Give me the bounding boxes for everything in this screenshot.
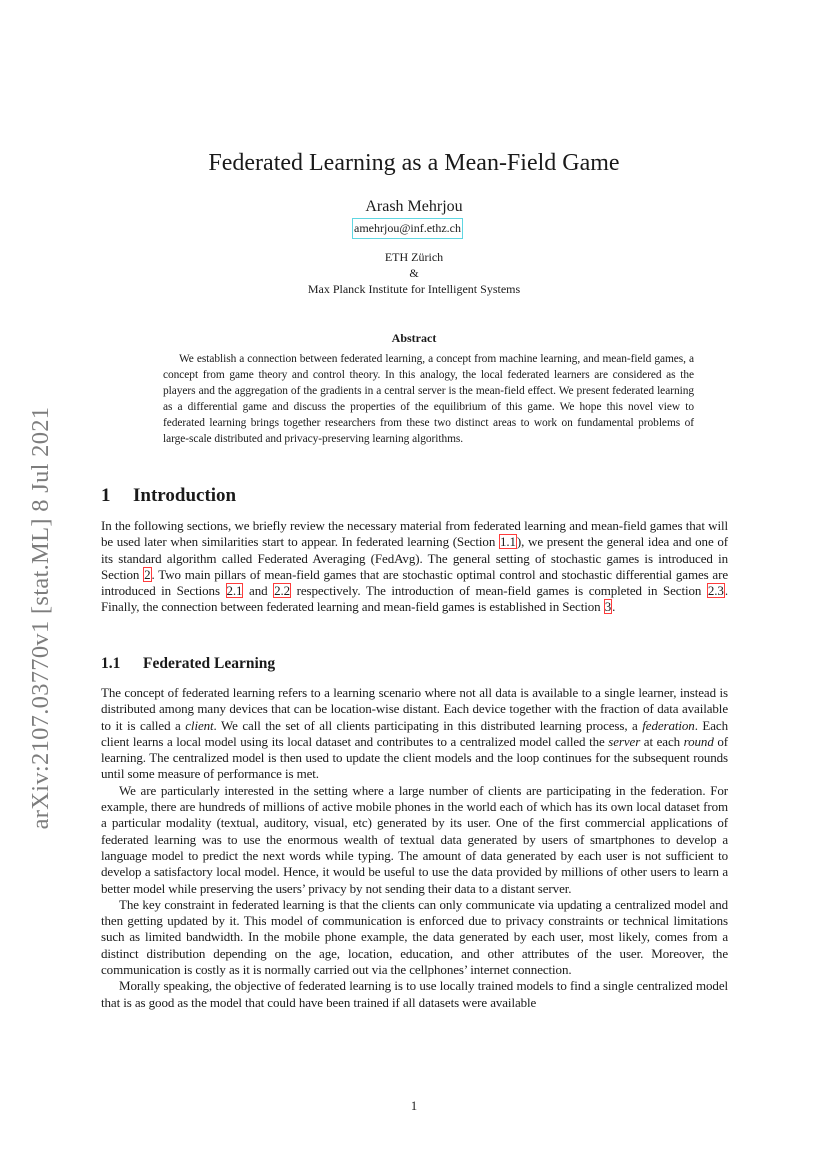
section-number: 1	[101, 485, 111, 506]
section-ref-link[interactable]: 1.1	[499, 534, 516, 550]
section-title: Introduction	[133, 485, 237, 506]
affiliation-line-1: ETH Zürich	[384, 250, 444, 264]
abstract-heading: Abstract	[391, 331, 437, 345]
body-paragraph-4: Morally speaking, the objective of federated learning is to use locally trained models to find a single centralized model that is as good as the model that could have been trained if all datasets were available	[101, 978, 728, 1010]
arxiv-identifier-stamp	[26, 378, 56, 858]
body-paragraph-3: The key constraint in federated learning is that the clients can only communicate via updating a centralized model and then getting updated by it. This model of communication is enforced due to privacy constraints or technical limitations such as limited bandwidth. In the mobile phone example, the data generated by each user, most likely, comes from a distinct distribution depending on the age, location, education, and other attributes of the user. Moreover, the communication is costly as it is normally carried out via the cellphones’ internet connection.	[101, 896, 728, 978]
section-ref-link[interactable]: 2.2	[274, 583, 291, 599]
section-ref-link[interactable]: 2.3	[707, 583, 724, 599]
subsection-title: Federated Learning	[143, 655, 276, 672]
abstract-body: We establish a connection between federated learning, a concept from machine learning, and mean-field games, a concept from game theory and control theory. In this analogy, the local federated learners are considered as the players and the aggregation of the gradients in a central server is the mean-field effect. We present federated learning as a differential game and discuss the properties of the equilibrium of this game. We hope this novel view to federated learning brings together researchers from these two distinct areas to work on fundamental problems of large-scale distributed and privacy-preserving learning algorithms.	[163, 353, 694, 445]
page-number: 1	[410, 1099, 418, 1113]
section-heading-introduction	[101, 485, 236, 507]
body-paragraph-2: We are particularly interested in the setting where a large number of clients are participating in the federation. For example, there are hundreds of millions of active mobile phones in the world each of which has its own local dataset from a particular modality (textual, auditory, visual, etc) generated by its user. One of the first commercial applications of federated learning was to use the enormous wealth of textual data generated by users of smartphones to develop a language model to predict the next words while typing. The amount of data generated by each user is not sufficient to develop a satisfactory local model. Hence, it would be useful to use the data provided by millions of other users to learn a better model while preserving the users’ privacy by not sending their data to a distant server.	[101, 782, 728, 896]
body-paragraph-1: The concept of federated learning refers to a learning scenario where not all data is available to a single learner, instead is distributed among many devices that can be location-wise distant. Each device together with the fraction of data available to it is called a client. We call the set of all clients participating in this distributed learning process, a federation. Each client learns a local model using its local dataset and contributes to a centralized model called the server at each round of learning. The centralized model is then used to update the client models and the loop continues for the subsequent rounds until some measure of performance is met.	[101, 685, 728, 782]
affiliation-line-3: Max Planck Institute for Intelligent Systems	[307, 282, 521, 296]
paper-title: Federated Learning as a Mean-Field Game	[208, 150, 620, 176]
section-ref-link[interactable]: 3	[604, 599, 612, 615]
affiliation-line-2: &	[409, 266, 419, 280]
section-ref-link[interactable]: 2.1	[226, 583, 243, 599]
author-email-link[interactable]: amehrjou@inf.ethz.ch	[352, 218, 463, 239]
subsection-heading-federated-learning	[101, 655, 275, 673]
author-name: Arash Mehrjou	[365, 198, 463, 215]
federated-learning-body	[101, 685, 728, 1011]
section-ref-link[interactable]: 2	[144, 566, 151, 582]
arxiv-id-text: arXiv:2107.03770v1 [stat.ML] 8 Jul 2021	[27, 406, 54, 830]
subsection-number: 1.1	[101, 655, 121, 672]
intro-paragraph: In the following sections, we briefly review the necessary material from federated learning and mean-field games that will be used later when similarities start to appear. In federated learning (Section 1.1), we present the general idea and one of its standard algorithm called Federated Averaging (FedAvg). The general setting of stochastic games is introduced in Section 2. Two main pillars of mean-field games that are stochastic optimal control and stochastic differential games are introduced in Sections 2.1 and 2.2 respectively. The introduction of mean-field games is completed in Section 2.3. Finally, the connection between federated learning and mean-field games is established in Section 3.	[101, 518, 728, 615]
